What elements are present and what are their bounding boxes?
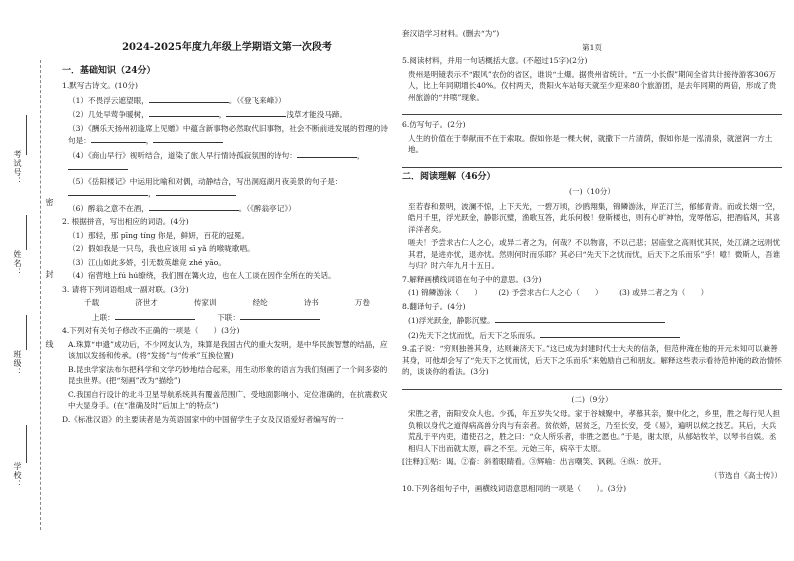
q9-answer-line[interactable] bbox=[402, 380, 782, 390]
exam-number-label: 考试号： bbox=[13, 150, 22, 186]
seal-dashed-line bbox=[40, 60, 41, 530]
q2-2: （2）假如我是一只鸟，我也应该用 sī yǎ 的喉咙歌唱。 bbox=[68, 244, 255, 253]
q3-stem: 3. 请将下列词语组成一副对联。(3分) bbox=[62, 284, 189, 294]
passage-2-heading: (二)（9分） bbox=[571, 394, 613, 404]
word-item: 诗书 bbox=[303, 298, 319, 307]
q2-4: （4）宿营地上fú hú缭绕，我们围在篝火边，也在人工谈在因作全所在的关话。 bbox=[68, 271, 336, 280]
seal-xian: 线 bbox=[45, 340, 54, 349]
upper-couplet-blank[interactable] bbox=[115, 311, 195, 320]
word-item: 济世才 bbox=[135, 298, 158, 307]
q1-3: （3）《酬乐天扬州初逢席上见赠》中蕴含新事物必然取代旧事物，社会不断前进发展的哲理的诗句是： ， bbox=[68, 123, 388, 145]
name-label: 姓名： bbox=[13, 250, 22, 277]
answer-blank[interactable] bbox=[226, 108, 286, 117]
seal-mi: 密 bbox=[45, 198, 54, 207]
exam-number-line bbox=[26, 115, 27, 155]
passage-2-notes: [注释]①贴：谒。②畜：斜着眼睛看。③辉喻：出言嘲笑、讽刺。④纵：放开。 bbox=[402, 457, 667, 466]
q2-stem: 2. 根据拼音，写出相应的词语。(4分) bbox=[62, 217, 189, 226]
q9-stem: 9.孟子说：“穷则独善其身，达则兼济天下。”这已成为封建时代士大夫的信条，但范仲淹在他的开元未知可以兼善其身，可他却会写了“先天下之忧而忧，后天下之乐而乐”来勉励自己和朋友。解释这些表示看待范仲淹的政治情怀的，谈谈你的看法。(3分) bbox=[402, 344, 782, 376]
q1-5: （5）《岳阳楼记》中运用比喻和对偶，动静结合，写出洞庭湖月夜美景的句子是：， bbox=[68, 176, 343, 198]
class-line bbox=[26, 315, 27, 350]
passage-2-text: 宋胜之者，南阳安众人也。少孤，年五岁失父母。家于谷城聚中，孝慕其亲，聚中化之，乡里，胜之每行见人担负粮以身代之道得病高兽分肉与有亲者。贫依娇，居贫乏，乃至长安，受《易》，遍明以候之技艺。其后，大兵荒乱于平内吏，遣使召之，胜之曰：“众人所乐者，非胜之愿也。”于是，谢太原，从郁姑牧羊，以琴书自娱。丞相归人下出而就太原，辟之不至。元始三年，病卒于太原。 bbox=[408, 409, 781, 453]
page-number: 第1页 bbox=[581, 42, 603, 52]
q7-stem: 7.解释画横线词语在句子中的意思。(3分) bbox=[402, 274, 542, 284]
q5-answer-line[interactable] bbox=[402, 105, 782, 115]
exam-title: 2024-2025年度九年级上学期语文第一次段考 bbox=[122, 42, 332, 53]
q7-item-2: (2) 予尝求古仁人之心（ ） bbox=[498, 288, 603, 297]
answer-blank[interactable] bbox=[68, 161, 128, 170]
q4-stem: 4.下列对有关句子修改不正确的一项是（ ）(3分) bbox=[62, 326, 240, 335]
q5-stem: 5.阅读材料，并用一句话概括大意。(不超过15字)(2分) bbox=[402, 56, 588, 65]
q7-item-3: (3) 或异二者之为（ ） bbox=[619, 288, 709, 297]
answer-blank[interactable] bbox=[156, 187, 236, 196]
passage-1-para-2: 嗟夫！予尝求古仁人之心，或异二者之为，何哉？不以物喜，不以己悲；居庙堂之高则忧其民，处江湖之远则忧其君，是进亦忧，退亦忧。然则何时而乐耶？其必曰“先天下之忧而忧，后天下之乐而乐”乎！噫！微斯人，吾谁与归？时六年九月十五日。 bbox=[408, 238, 781, 270]
q1-1: （1）不畏浮云遮望眼， 。（《登飞来峰》） bbox=[68, 95, 286, 105]
answer-blank[interactable] bbox=[149, 94, 229, 103]
q2-3: （3）江山如此多娇，引无数英雄竞 zhé yāo。 bbox=[68, 257, 226, 267]
school-line bbox=[26, 425, 27, 463]
q3-word-bank bbox=[62, 297, 392, 309]
q10-stem: 10.下列各组句子中，画横线词语意思相同的一项是（ ）。(3分) bbox=[402, 484, 627, 493]
section-2-heading: 二．阅读理解（46分） bbox=[402, 171, 496, 182]
passage-1-heading: (一)（10分） bbox=[569, 187, 615, 196]
answer-blank[interactable] bbox=[68, 187, 148, 196]
q2-1: （1）那轻，那 pīng tíng 你是，鲜妍，百花的冠冕。 bbox=[68, 230, 250, 240]
seal-feng: 封 bbox=[45, 270, 54, 279]
answer-blank[interactable] bbox=[495, 314, 665, 323]
q4-option-b: B.昆虫学家法布尔把科学和文学巧妙地结合起来，用生动形象的语言为我们刻画了一个间多姿的昆虫世界。(把“刻画”改为“描绘”) bbox=[68, 364, 388, 385]
q6-answer-line[interactable] bbox=[402, 158, 782, 168]
class-label: 班级： bbox=[13, 350, 22, 377]
word-item: 千载 bbox=[84, 298, 100, 307]
q7-item-1: (1) 锦鳞游泳（ ） bbox=[408, 288, 482, 297]
name-line bbox=[26, 215, 27, 250]
right-column bbox=[402, 28, 782, 497]
q4-option-c: C.我国自行设计的北斗卫星导航系统具有覆盖范围广、受地面影响小、定位准确的，在抗震救灾中大显身手。(在“准确及时”后加上“的特点”) bbox=[68, 389, 388, 410]
word-item: 万卷 bbox=[354, 298, 370, 307]
q7-items bbox=[402, 287, 782, 299]
lower-couplet-blank[interactable] bbox=[240, 311, 320, 320]
q8-stem: 8.翻译句子。(4分) bbox=[402, 301, 466, 311]
q4-option-d-cont: 套汉语学习材料。(删去“为”) bbox=[402, 29, 500, 38]
answer-blank[interactable] bbox=[149, 202, 239, 211]
section-1-heading: 一．基础知识（24分） bbox=[62, 65, 156, 76]
q3-answer-row: 上联： 下联： bbox=[62, 311, 392, 324]
q1-4: （4）《商山早行》视听结合，道染了旅人早行情诗孤寂氛围的诗句： ， bbox=[62, 149, 392, 174]
q8-item-1: (1)浮光跃金，静影沉璧。 bbox=[402, 314, 782, 327]
school-label: 学校： bbox=[13, 462, 22, 489]
q4-option-a: A.珠算“申遗”成功后，不少网友认为，珠算是我国古代的重大发明，是中华民族智慧的结晶，应该加以发扬和传承。(将“发扬”与“传承”互换位置) bbox=[68, 339, 388, 360]
binding-margin bbox=[0, 0, 60, 561]
q5-text: 贵州是明镜表示不“跟风”农份的省区，谁说“土爆。据贵州省统计。“五一小长假”期间全省共计接待游客306万人，比上年同期增长40%。仅村两天，贵阳火车站每天就至少迎来80个旅游团，是去年同期的两倍，形成了贵州旅游的“井喷”现象。 bbox=[408, 69, 777, 102]
q6-text: 人生的价值在于奉献而不在于索取。假如你是一棵大树，就撒下一片清荫，假如你是一泓清泉，就滋润一方土地。 bbox=[408, 133, 773, 154]
answer-blank[interactable] bbox=[153, 134, 223, 143]
left-column bbox=[62, 28, 392, 427]
answer-blank[interactable] bbox=[91, 134, 146, 143]
passage-1-para-1: 至若春和景明，波澜不惊，上下天光，一碧万顷，沙鸥翔集，锦鳞游泳，岸芷汀兰，郁郁青青。而或长烟一空，皓月千里，浮光跃金，静影沉璧，渔歌互答，此乐何极！登斯楼也，则有心旷神怡，宠辱偕忘，把酒临风，其喜洋洋者矣。 bbox=[408, 201, 781, 234]
q1-stem: 1.默写古诗文。(10分) bbox=[62, 81, 138, 90]
answer-blank[interactable] bbox=[540, 329, 680, 338]
q6-stem: 6.仿写句子。(2分) bbox=[402, 120, 466, 129]
q8-item-2: (2)先天下之忧而忧，后天下之乐而乐。 bbox=[402, 329, 782, 342]
answer-blank[interactable] bbox=[297, 149, 357, 158]
q4-option-d: D.《标准汉语》的主要读者是为英语国家中的中国留学生子女及汉语爱好者编写的一 bbox=[62, 414, 344, 424]
word-item: 传家训 bbox=[193, 298, 217, 307]
answer-blank[interactable] bbox=[149, 108, 219, 117]
q1-6: （6）醉翁之意不在酒， 。（《醉翁亭记》） bbox=[68, 203, 296, 213]
word-item: 经纶 bbox=[252, 298, 268, 307]
passage-2-source: （节选自《高士传》） bbox=[709, 470, 782, 480]
q1-2: （2）几处早莺争暖树， ， 浅草才能没马蹄。 bbox=[68, 110, 348, 119]
